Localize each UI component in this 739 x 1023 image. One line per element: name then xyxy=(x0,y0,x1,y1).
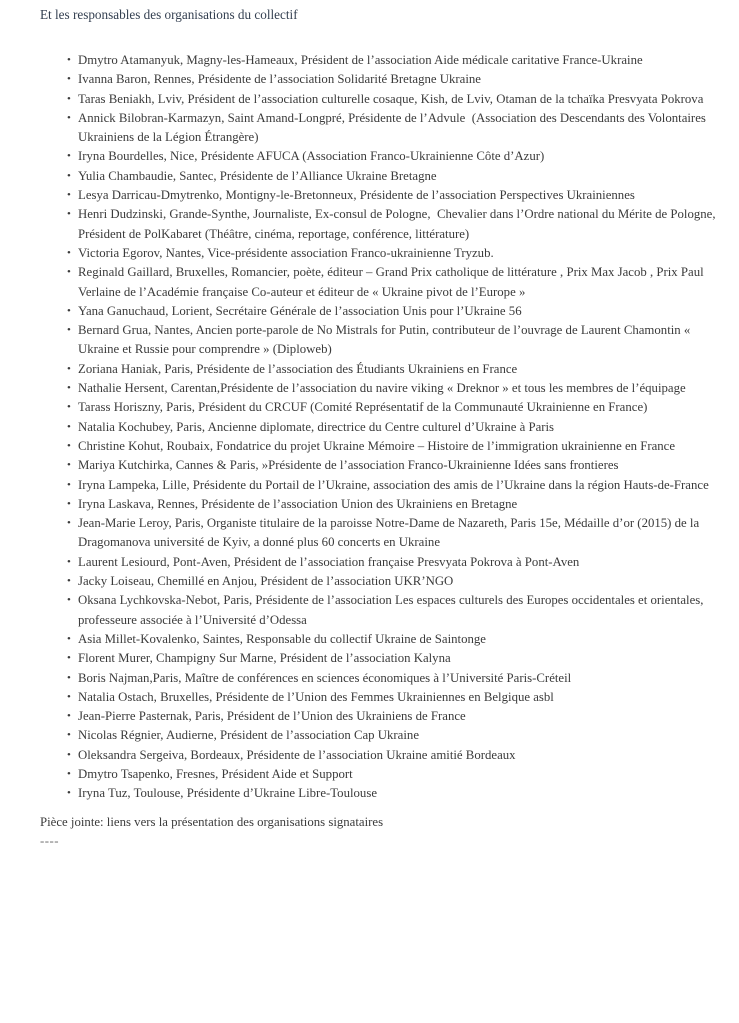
list-item: • Oleksandra Sergeiva, Bordeaux, Présidente de l’association Ukraine amitié Bordeaux xyxy=(78,746,730,765)
list-item: • Bernard Grua, Nantes, Ancien porte-parole de No Mistrals for Putin, contributeur de l’ouvrage de Laurent Chamontin « Ukraine et Russie pour comprendre » (Diploweb) xyxy=(78,321,730,360)
list-item: • Lesya Darricau-Dmytrenko, Montigny-le-Bretonneux, Présidente de l’association Perspectives Ukrainiennes xyxy=(78,186,730,205)
list-item: • Laurent Lesiourd, Pont-Aven, Président de l’association française Presvyata Pokrova à Pont-Aven xyxy=(78,553,730,572)
list-item: • Dmytro Atamanyuk, Magny-les-Hameaux, Président de l’association Aide médicale caritative France-Ukraine xyxy=(78,51,730,70)
list-item: • Iryna Tuz, Toulouse, Présidente d’Ukraine Libre-Toulouse xyxy=(78,784,730,803)
list-item: • Mariya Kutchirka, Cannes & Paris, »Présidente de l’association Franco-Ukrainienne Idées sans frontieres xyxy=(78,456,730,475)
list-item: • Jean-Pierre Pasternak, Paris, Président de l’Union des Ukrainiens de France xyxy=(78,707,730,726)
list-item: • Tarass Horiszny, Paris, Président du CRCUF (Comité Représentatif de la Communauté Ukrainienne en France) xyxy=(78,398,730,417)
list-item: • Ivanna Baron, Rennes, Présidente de l’association Solidarité Bretagne Ukraine xyxy=(78,70,730,89)
list-item: • Yana Ganuchaud, Lorient, Secrétaire Générale de l’association Unis pour l’Ukraine 56 xyxy=(78,302,730,321)
list-item: • Christine Kohut, Roubaix, Fondatrice du projet Ukraine Mémoire – Histoire de l’immigration ukrainienne en France xyxy=(78,437,730,456)
list-item: • Boris Najman,Paris, Maître de conférences en sciences économiques à l’Université Paris-Créteil xyxy=(78,669,730,688)
list-item: • Henri Dudzinski, Grande-Synthe, Journaliste, Ex-consul de Pologne, Chevalier dans l’Ordre national du Mérite de Pologne, Président de PolKabaret (Théâtre, cinéma, reportage, conférence, littérature) xyxy=(78,205,730,244)
attachment-note: Pièce jointe: liens vers la présentation des organisations signataires xyxy=(40,814,384,829)
list-item: • Nicolas Régnier, Audierne, Président de l’association Cap Ukraine xyxy=(78,726,730,745)
list-item: • Annick Bilobran-Karmazyn, Saint Amand-Longpré, Présidente de l’Advule (Association des Descendants des Volontaires Ukrainiens de la Légion Étrangère) xyxy=(78,109,730,148)
list-item: • Reginald Gaillard, Bruxelles, Romancier, poète, éditeur – Grand Prix catholique de littérature , Prix Max Jacob , Prix Paul Verlaine de l’Académie française Co-auteur et éditeur de « Ukraine pivot de l’Europe » xyxy=(78,263,730,302)
list-item: • Jacky Loiseau, Chemillé en Anjou, Président de l’association UKR’NGO xyxy=(78,572,730,591)
list-item: • Oksana Lychkovska-Nebot, Paris, Présidente de l’association Les espaces culturels des Europes occidentales et orientales, professeure associée à l’Université d’Odessa xyxy=(78,591,730,630)
list-item: • Yulia Chambaudie, Santec, Présidente de l’Alliance Ukraine Bretagne xyxy=(78,167,730,186)
list-item: • Zoriana Haniak, Paris, Présidente de l’association des Étudiants Ukrainiens en France xyxy=(78,360,730,379)
list-item: • Victoria Egorov, Nantes, Vice-présidente association Franco-ukrainienne Tryzub. xyxy=(78,244,730,263)
list-item: • Iryna Bourdelles, Nice, Présidente AFUCA (Association Franco-Ukrainienne Côte d’Azur) xyxy=(78,147,730,166)
list-item: • Iryna Laskava, Rennes, Présidente de l’association Union des Ukrainiens en Bretagne xyxy=(78,495,730,514)
list-item: • Iryna Lampeka, Lille, Présidente du Portail de l’Ukraine, association des amis de l’Ukraine dans la région Hauts-de-France xyxy=(78,476,730,495)
separator-dashes: ---- xyxy=(40,833,60,848)
list-item: • Florent Murer, Champigny Sur Marne, Président de l’association Kalyna xyxy=(78,649,730,668)
list-item: • Natalia Kochubey, Paris, Ancienne diplomate, directrice du Centre culturel d’Ukraine à Paris xyxy=(78,418,730,437)
page-title: Et les responsables des organisations du collectif xyxy=(40,7,298,22)
list-item: • Asia Millet-Kovalenko, Saintes, Responsable du collectif Ukraine de Saintonge xyxy=(78,630,730,649)
list-item: • Dmytro Tsapenko, Fresnes, Président Aide et Support xyxy=(78,765,730,784)
list-item: • Jean-Marie Leroy, Paris, Organiste titulaire de la paroisse Notre-Dame de Nazareth, Paris 15e, Médaille d’or (2015) de la Dragomanova université de Kyiv, a donné plus 60 concerts en Ukraine xyxy=(78,514,730,553)
list-item: • Natalia Ostach, Bruxelles, Présidente de l’Union des Femmes Ukrainiennes en Belgique asbl xyxy=(78,688,730,707)
responsables-list xyxy=(40,51,730,804)
list-item: • Nathalie Hersent, Carentan,Présidente de l’association du navire viking « Dreknor » et tous les membres de l’équipage xyxy=(78,379,730,398)
list-item: • Taras Beniakh, Lviv, Président de l’association culturelle cosaque, Kish, de Lviv, Otaman de la tchaïka Presvyata Pokrova xyxy=(78,90,730,109)
